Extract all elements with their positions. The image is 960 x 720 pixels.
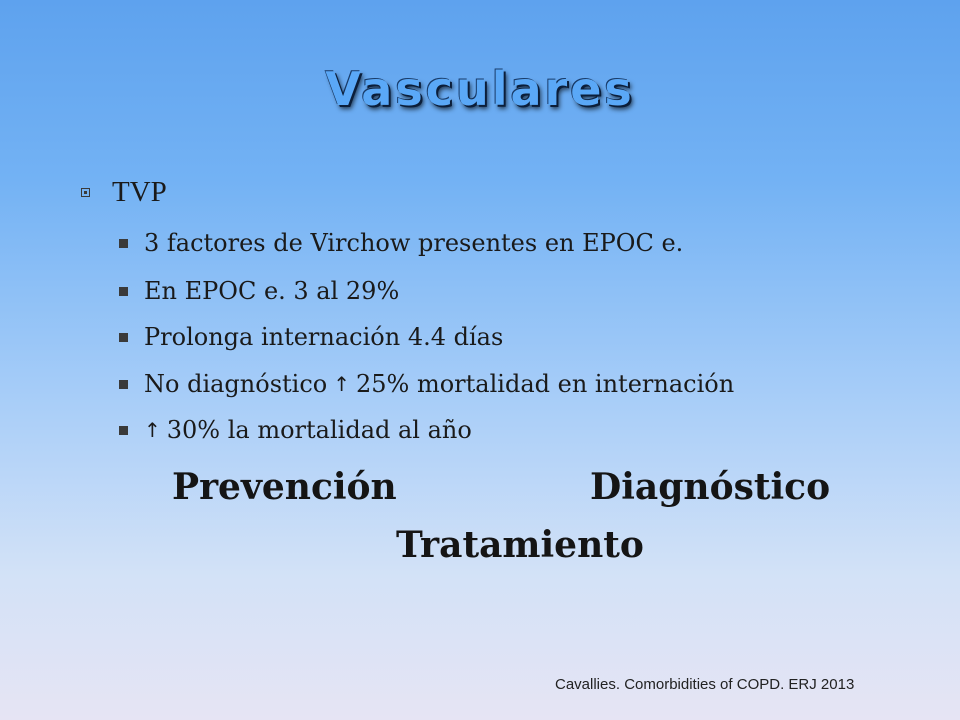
sub-bullet-mortalidad-anual <box>119 416 472 444</box>
sub-bullet-virchow <box>119 229 683 257</box>
up-arrow-icon: ↑ <box>144 418 161 442</box>
keyword-tratamiento: Tratamiento <box>396 524 644 566</box>
square-bullet-icon <box>119 287 128 296</box>
sub-bullet-label-post: 25% mortalidad en internación <box>356 370 735 398</box>
citation: Cavallies. Comorbidities of COPD. ERJ 2013 <box>555 676 855 693</box>
sub-bullet-label: Prolonga internación 4.4 días <box>144 323 504 351</box>
keyword-prevencion: Prevención <box>172 466 397 508</box>
square-bullet-icon <box>119 239 128 248</box>
up-arrow-icon: ↑ <box>333 372 350 396</box>
square-bullet-icon <box>119 426 128 435</box>
bullet-tvp <box>81 176 167 209</box>
keyword-diagnostico: Diagnóstico <box>590 466 831 508</box>
square-bullet-icon <box>81 188 90 197</box>
sub-bullet-label-post: 30% la mortalidad al año <box>166 416 472 444</box>
sub-bullet-label: En EPOC e. 3 al 29% <box>144 277 400 305</box>
sub-bullet-internacion <box>119 323 503 351</box>
square-bullet-icon <box>119 380 128 389</box>
sub-bullet-prevalence <box>119 277 399 305</box>
bullet-tvp-label: TVP <box>112 176 167 208</box>
sub-bullet-label-pre: No diagnóstico <box>144 370 328 398</box>
square-bullet-icon <box>119 333 128 342</box>
sub-bullet-label: 3 factores de Virchow presentes en EPOC e. <box>144 229 684 257</box>
slide-title: Vasculares <box>325 62 635 116</box>
sub-bullet-no-diagnostico <box>119 370 734 398</box>
